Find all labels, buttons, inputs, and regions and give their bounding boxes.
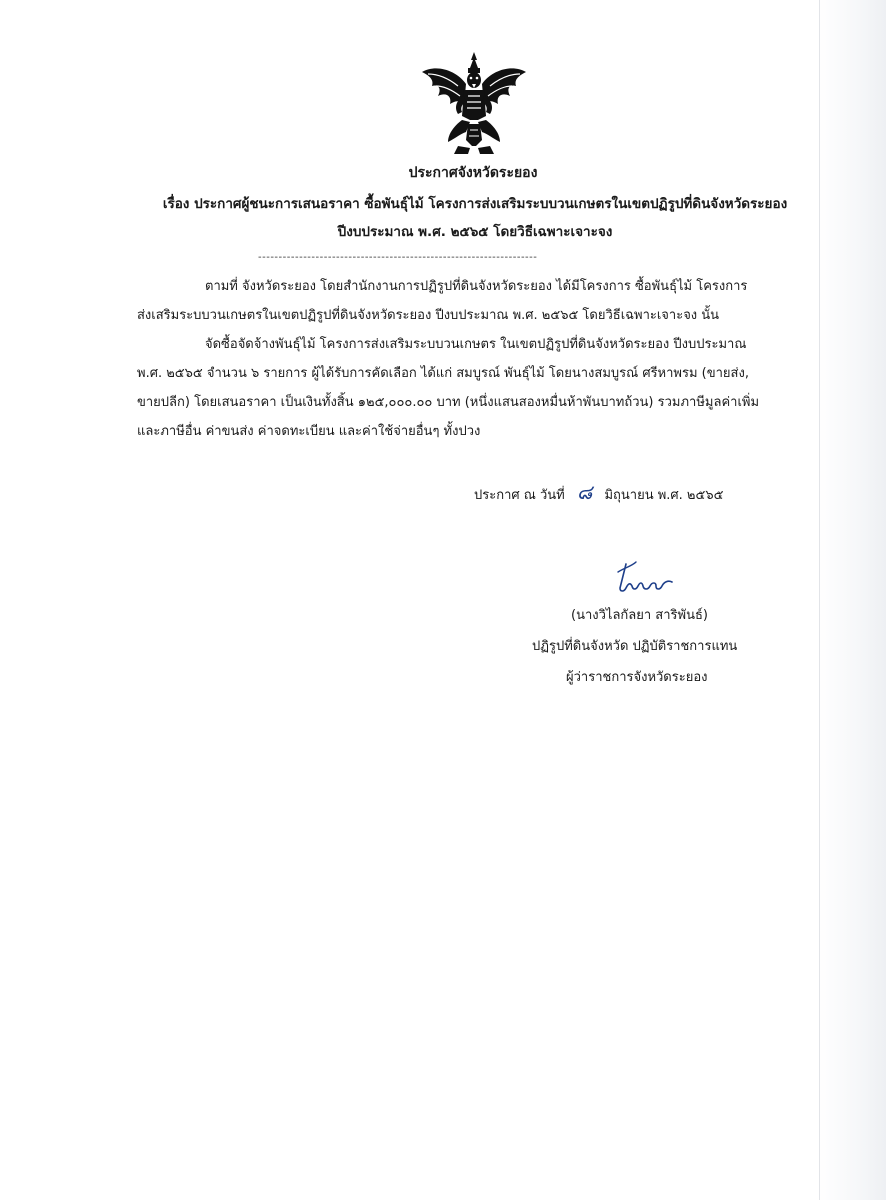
subject-line-2: ปีงบประมาณ พ.ศ. ๒๕๖๕ โดยวิธีเฉพาะเจาะจง [337, 224, 613, 240]
paragraph-1-line-2: ส่งเสริมระบบวนเกษตรในเขตปฏิรูปที่ดินจังหวัดระยอง ปีงบประมาณ พ.ศ. ๒๕๖๕ โดยวิธีเฉพาะเจาะจง นั้น [137, 308, 720, 323]
announcement-date [474, 478, 723, 510]
paragraph-1-line-1: ตามที่ จังหวัดระยอง โดยสำนักงานการปฏิรูปที่ดินจังหวัดระยอง ได้มีโครงการ ซื้อพันธุ์ไม้ โครงการ [205, 279, 748, 294]
garuda-emblem-icon [418, 50, 530, 158]
subject-line-1: เรื่อง ประกาศผู้ชนะการเสนอราคา ซื้อพันธุ์ไม้ โครงการส่งเสริมระบบวนเกษตรในเขตปฏิรูปที่ดินจังหวัดระยอง [162, 196, 788, 212]
paragraph-2-line-1: จัดซื้อจัดจ้างพันธุ์ไม้ โครงการส่งเสริมระบบวนเกษตร ในเขตปฏิรูปที่ดินจังหวัดระยอง ปีงบประมาณ [205, 337, 747, 352]
paragraph-1 [137, 272, 809, 330]
handwritten-signature-icon [596, 558, 680, 598]
date-day-handwritten: ๘ [576, 480, 593, 504]
paragraph-2 [137, 330, 809, 446]
date-prefix: ประกาศ ณ วันที่ [474, 488, 565, 503]
signatory-name: (นางวิไลกัลยา สาริพันธ์) [571, 608, 708, 623]
issuer-heading: ประกาศจังหวัดระยอง [408, 165, 538, 181]
signatory-title-2: ผู้ว่าราชการจังหวัดระยอง [566, 670, 708, 685]
date-suffix: มิถุนายน พ.ศ. ๒๕๖๕ [604, 488, 724, 503]
separator-line: -------------------------------------------------------------------- [258, 252, 538, 263]
paragraph-2-line-4: และภาษีอื่น ค่าขนส่ง ค่าจดทะเบียน และค่าใช้จ่ายอื่นๆ ทั้งปวง [137, 424, 481, 439]
paragraph-2-line-3: ขายปลีก) โดยเสนอราคา เป็นเงินทั้งสิ้น ๑๒๕,๐๐๐.๐๐ บาท (หนึ่งแสนสองหมื่นห้าพันบาทถ้วน) รวมภาษีมูลค่าเพิ่ม [137, 395, 760, 410]
subject-heading [110, 190, 840, 246]
signatory-title-1: ปฏิรูปที่ดินจังหวัด ปฏิบัติราชการแทน [532, 639, 738, 654]
paragraph-2-line-2: พ.ศ. ๒๕๖๕ จำนวน ๖ รายการ ผู้ได้รับการคัดเลือก ได้แก่ สมบูรณ์ พันธุ์ไม้ โดยนางสมบูรณ์ ศรีหาพรม (ขายส่ง, [137, 366, 749, 381]
